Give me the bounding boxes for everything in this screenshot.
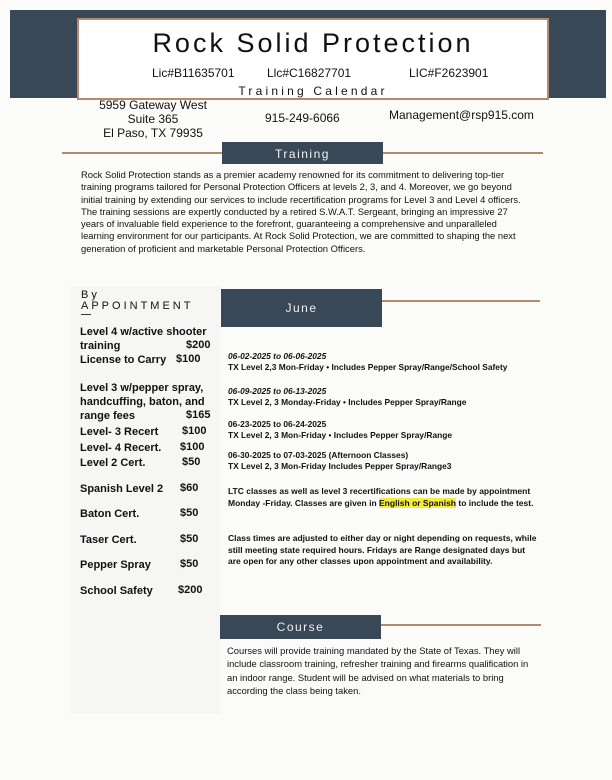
company-name: Rock Solid Protection (152, 28, 474, 58)
june-session (228, 419, 452, 441)
price-value: $200 (178, 584, 203, 596)
address-line: 5959 Gateway West (99, 98, 207, 112)
ltc-note-text-end: to include the test. (456, 497, 534, 508)
price-value: $100 (180, 441, 205, 453)
price-item-name: Level 2 Cert. (80, 457, 146, 469)
price-value: $165 (186, 409, 211, 421)
highlighted-languages: English or Spanish (379, 497, 456, 508)
price-item-name: License to Carry (80, 354, 167, 366)
price-item-name: Level 4 w/active shooter (80, 326, 207, 338)
license-3: LIC#F2623901 (409, 66, 489, 80)
price-value: $200 (186, 339, 211, 351)
price-item-name: Level- 3 Recert (80, 426, 159, 438)
price-item-name: range fees (80, 410, 136, 422)
price-value: $100 (176, 353, 201, 365)
june-banner: June (221, 289, 382, 327)
session-description: TX Level 2,3 Mon-Friday • Includes Pepper Spray/Range/School Safety (228, 362, 508, 372)
ltc-note-text: LTC classes as well as level 3 recertifications can be made by appointment Monday -Friday. Classes are given in (228, 486, 531, 508)
address-line: Suite 365 (127, 112, 179, 126)
license-2: Llc#C16827701 (267, 66, 352, 80)
june-session (228, 450, 451, 472)
banner-rule-right (382, 300, 540, 302)
banner-rule-left (62, 152, 222, 154)
price-item-name: Spanish Level 2 (80, 483, 164, 495)
price-item-name: training (80, 340, 121, 352)
ltc-note (228, 486, 538, 509)
session-dates: 06-23-2025 to 06-24-2025 (228, 419, 327, 429)
price-item-name: Baton Cert. (80, 508, 140, 520)
price-item-name: Taser Cert. (80, 534, 137, 546)
phone-number: 915-249-6066 (265, 111, 340, 125)
heading-underline (81, 314, 91, 315)
address (94, 98, 212, 140)
price-value: $50 (182, 456, 201, 468)
price-item (80, 425, 158, 439)
session-dates: 06-02-2025 to 06-06-2025 (228, 351, 327, 361)
price-value: $50 (180, 558, 199, 570)
price-value: $50 (180, 507, 199, 519)
appointment-label: APPOINTMENT (81, 300, 194, 312)
session-description: TX Level 2, 3 Mon-Friday Includes Pepper Spray/Range3 (228, 461, 452, 471)
session-dates: 06-09-2025 to 06-13-2025 (228, 386, 327, 396)
license-1: Lic#B11635701 (152, 66, 235, 80)
june-session (228, 351, 507, 373)
class-times-note: Class times are adjusted to either day or night depending on requests, while still meeting state required hours. Fridays are Range designated days but are open for any other classes upon appointment and availability. (228, 533, 537, 566)
price-value: $60 (180, 482, 199, 494)
course-description: Courses will provide training mandated by the State of Texas. They will include classroom training, refresher training and firearms qualification in an indoor range. Student will be advised on what materials to bring according the class being taken. (227, 645, 529, 696)
by-label: By (81, 289, 100, 301)
header-box (77, 18, 549, 100)
banner-rule-right (383, 152, 543, 154)
june-session (228, 386, 466, 408)
page-subtitle: Training Calendar (238, 84, 388, 98)
session-description: TX Level 2, 3 Monday-Friday • Includes Pepper Spray/Range (228, 397, 467, 407)
price-item (80, 584, 153, 598)
session-description: TX Level 2, 3 Mon-Friday • Includes Pepper Spray/Range (228, 430, 453, 440)
price-item-name: Level- 4 Recert. (80, 442, 162, 454)
training-banner: Training (222, 142, 383, 164)
price-value: $100 (182, 425, 207, 437)
price-item-name: Level 3 w/pepper spray, (80, 382, 204, 394)
header-bar (10, 10, 606, 98)
course-banner: Course (220, 615, 381, 639)
price-value: $50 (180, 533, 199, 545)
price-item (80, 507, 139, 521)
intro-paragraph: Rock Solid Protection stands as a premier academy renowned for its commitment to delivering top-tier training programs tailored for Personal Protection Officers at levels 2, 3, and 4. Moreover, we go beyond initial training by extending our services to include recertification programs for Level 3 and Level 4 officers. The training sessions are expertly conducted by a retired S.W.A.T. Sergeant, bringing an impressive 27 years of invaluable field experience to the forefront, guaranteeing a comprehensive and unparalleled learning environment for our participants. At Rock Solid Protection, we are committed to shaping the next generation of proficient and marketable Personal Protection Officers. (81, 169, 521, 254)
price-item (80, 482, 163, 496)
price-item (80, 353, 166, 367)
price-item-name: handcuffing, baton, and (80, 396, 205, 408)
price-item-name: Pepper Spray (80, 559, 151, 571)
banner-rule-right (381, 624, 541, 626)
address-line: El Paso, TX 79935 (103, 126, 203, 140)
price-item (80, 456, 145, 470)
email-address: Management@rsp915.com (389, 108, 534, 122)
price-item (80, 441, 161, 455)
price-item (80, 558, 151, 572)
appointment-heading (81, 290, 193, 312)
price-item-name: School Safety (80, 585, 153, 597)
price-item (80, 533, 137, 547)
session-dates: 06-30-2025 to 07-03-2025 (Afternoon Classes) (228, 450, 409, 460)
